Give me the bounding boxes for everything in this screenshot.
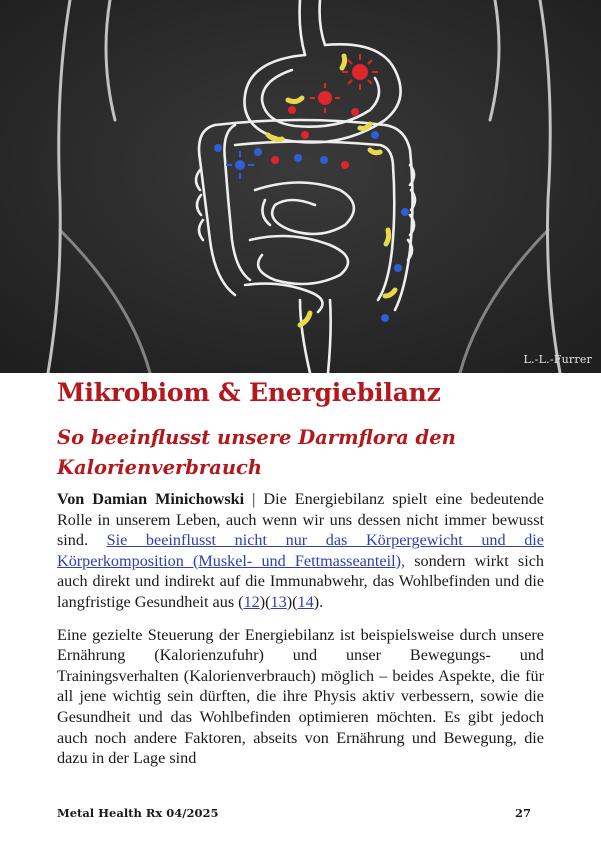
paragraph-1-text-start: Die Energiebilanz spielt eine bedeutende Rolle in unserem Leben, auch wenn wir uns dessen nicht immer bewusst sind. [57, 490, 544, 550]
paragraph-1: Von Damian Minichowski | Die Energiebilanz spielt eine bedeutende Rolle in unserem Leben, auch wenn wir uns dessen nicht immer bewusst sind. Sie beeinflusst nicht nur das Körpergewicht und die Körperkomposition (Muskel- und Fettmasseanteil), sondern wirkt sich auch direkt und indirekt auf die Immunabwehr, das Wohlbefinden und die langfristige Gesundheit aus (12)(13)(14). [57, 490, 544, 611]
photo-credit: L.-L.-Furrer [523, 353, 592, 366]
article-title: Mikrobiom & Energiebilanz [57, 378, 441, 407]
footer-page-number: 27 [514, 806, 531, 820]
author-byline: Von Damian Minichowski [57, 490, 245, 508]
article-body [57, 489, 544, 781]
header-image [0, 0, 601, 373]
paragraph-2: Eine gezielte Steuerung der Energiebilanz ist beispielsweise durch unsere Ernährung (Kalorienzufuhr) und unser Bewegungs- und Trainingsverhalten (Kalorienverbrauch) möglich – beides Aspekte, die für all jene wichtig sein dürften, die ihre Physis aktiv verbessern, sowie die Gesundheit und das Wohlbefinden optimieren möchten. Es gibt jedoch auch noch andere Faktoren, abseits von Ernährung und Bewegung, die dazu in der Lage sind [57, 625, 544, 768]
paragraph-1-text-middle: sondern wirkt sich auch direkt und indirekt auf die Immunabwehr, das Wohlbefinden und die langfristige Gesundheit aus ( [57, 551, 544, 611]
chalkboard-gut-illustration [0, 0, 601, 373]
reference-link-12[interactable]: 12 [243, 592, 260, 611]
inline-link-energy-balance[interactable]: Sie beeinflusst nicht nur das Körpergewicht und die Körperkomposition (Muskel- und Fettmasseanteil), [57, 531, 544, 570]
reference-link-13[interactable]: 13 [270, 592, 287, 611]
byline-separator: | [244, 490, 264, 508]
footer-publication: Metal Health Rx 04/2025 [57, 806, 219, 820]
article-subtitle: So beeinflusst unsere Darmflora den Kalorienverbrauch [57, 426, 456, 479]
paragraph-1-text-end: ). [313, 592, 324, 611]
reference-link-14[interactable]: 14 [297, 592, 314, 611]
